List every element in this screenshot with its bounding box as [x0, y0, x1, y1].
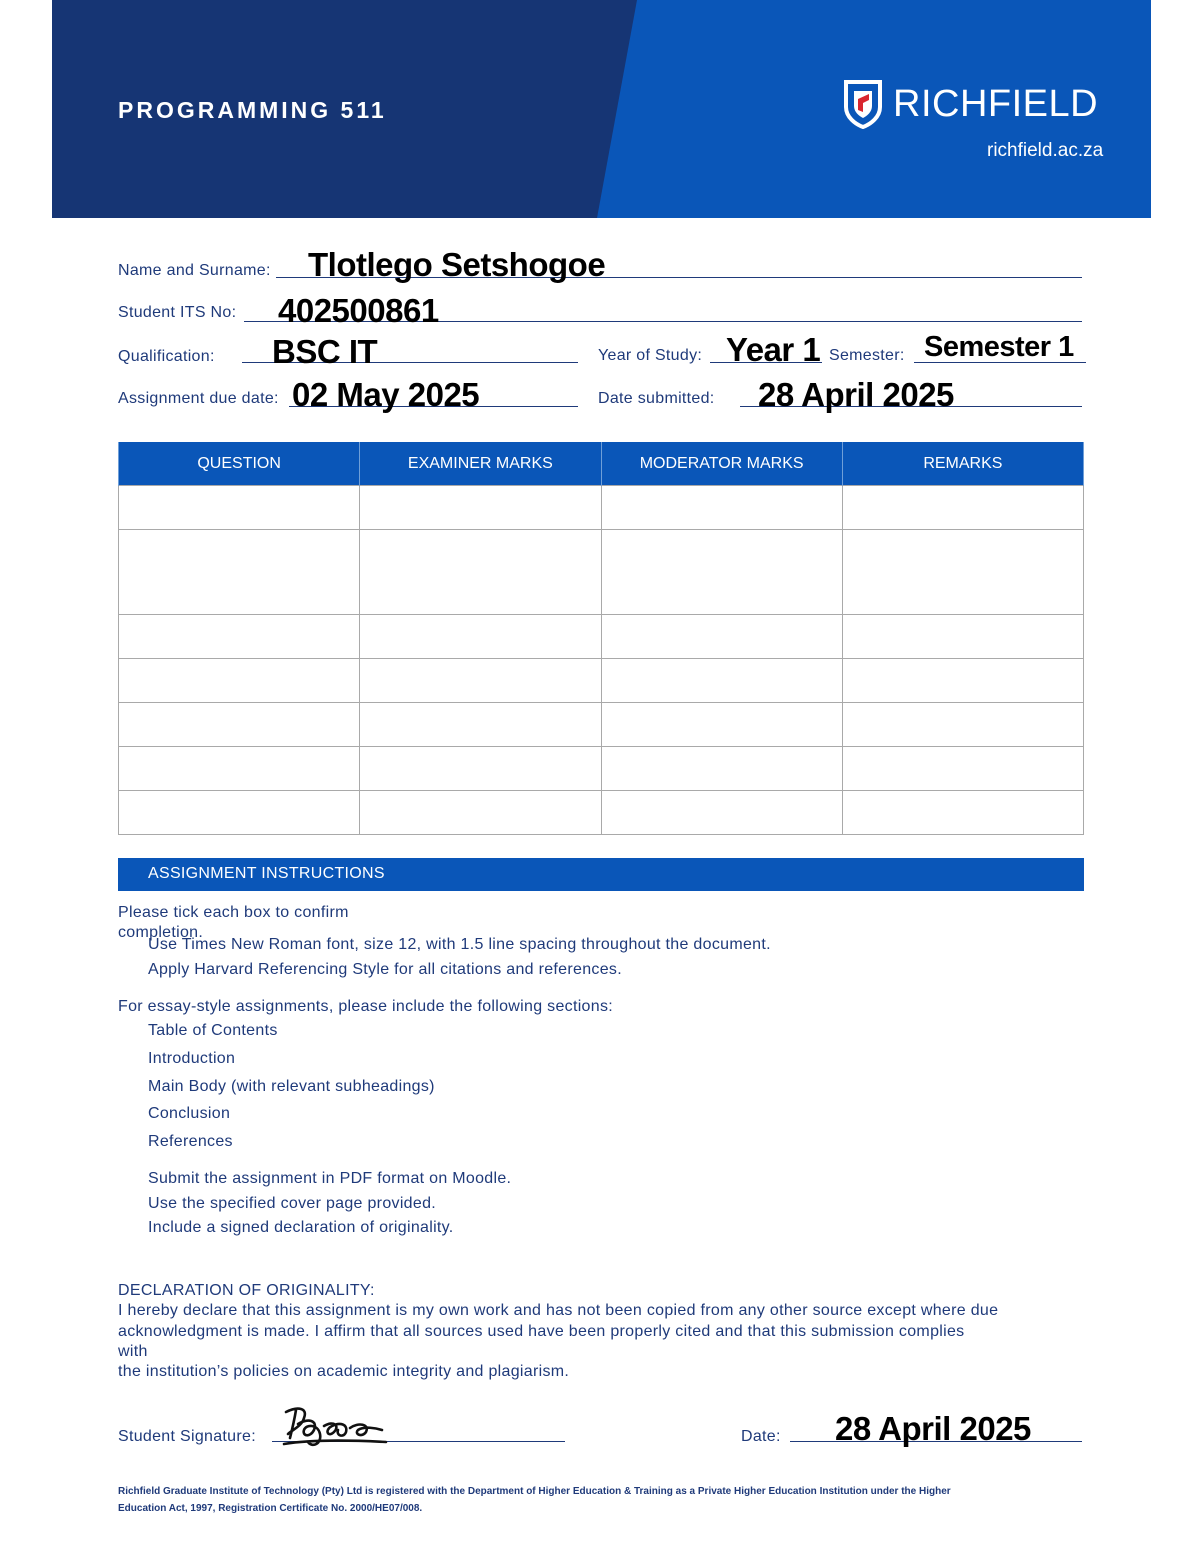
qualification-value[interactable]: BSC IT [272, 333, 378, 370]
due-date-value[interactable]: 02 May 2025 [292, 376, 480, 413]
essay-intro: For essay-style assignments, please include the following sections: [118, 998, 613, 1015]
table-cell[interactable] [119, 747, 360, 791]
due-date-label: Assignment due date: [118, 390, 279, 407]
shield-icon [843, 79, 883, 129]
table-cell[interactable] [119, 530, 360, 615]
handwritten-signature[interactable] [278, 1400, 393, 1452]
brand-url: richfield.ac.za [987, 140, 1104, 161]
table-cell[interactable] [119, 659, 360, 703]
marks-table [118, 442, 1084, 819]
header-remarks: REMARKS [842, 442, 1083, 486]
year-label: Year of Study: [598, 347, 703, 364]
table-cell[interactable] [601, 747, 842, 791]
section-item: References [148, 1133, 233, 1150]
table-cell[interactable] [601, 530, 842, 615]
section-item: Conclusion [148, 1105, 231, 1122]
instruction-item: Submit the assignment in PDF format on Moodle. [148, 1170, 512, 1187]
table-cell[interactable] [601, 791, 842, 835]
section-item: Main Body (with relevant subheadings) [148, 1078, 435, 1095]
instruction-item: Include a signed declaration of originality. [148, 1219, 454, 1236]
table-cell[interactable] [842, 747, 1083, 791]
semester-value[interactable]: Semester 1 [924, 331, 1074, 363]
table-row [119, 703, 1084, 747]
table-cell[interactable] [360, 703, 601, 747]
table-cell[interactable] [842, 530, 1083, 615]
table-row [119, 615, 1084, 659]
table-row [119, 791, 1084, 835]
date-value[interactable]: 28 April 2025 [835, 1410, 1031, 1447]
instructions-title: ASSIGNMENT INSTRUCTIONS [148, 865, 385, 882]
footer-note [118, 1483, 998, 1517]
course-title: PROGRAMMING 511 [118, 97, 387, 123]
section-item: Table of Contents [148, 1022, 278, 1039]
declaration-text: acknowledgment is made. I affirm that all sources used have been properly cited and that this submission complies [118, 1323, 965, 1340]
date-label: Date: [741, 1428, 781, 1445]
instruction-item: Apply Harvard Referencing Style for all citations and references. [148, 961, 622, 978]
table-cell[interactable] [842, 703, 1083, 747]
table-header-row [119, 442, 1084, 486]
declaration-title: DECLARATION OF ORIGINALITY: [118, 1282, 375, 1299]
its-value[interactable]: 402500861 [278, 292, 439, 329]
table-row [119, 747, 1084, 791]
brand-logo [843, 78, 1098, 130]
table-cell[interactable] [360, 615, 601, 659]
submitted-label: Date submitted: [598, 390, 715, 407]
name-label: Name and Surname: [118, 262, 271, 279]
table-row [119, 530, 1084, 615]
table-cell[interactable] [601, 703, 842, 747]
table-cell[interactable] [842, 659, 1083, 703]
table-cell[interactable] [360, 659, 601, 703]
submitted-value[interactable]: 28 April 2025 [758, 376, 954, 413]
table-row [119, 659, 1084, 703]
table-cell[interactable] [601, 659, 842, 703]
header-moderator-marks: MODERATOR MARKS [601, 442, 842, 486]
table-cell[interactable] [119, 486, 360, 530]
qualification-label: Qualification: [118, 348, 215, 365]
table-cell[interactable] [842, 791, 1083, 835]
table-row [119, 486, 1084, 530]
table-cell[interactable] [360, 747, 601, 791]
table-cell[interactable] [360, 530, 601, 615]
signature-label: Student Signature: [118, 1428, 256, 1445]
footer-line: Education Act, 1997, Registration Certificate No. 2000/HE07/008. [118, 1503, 423, 1514]
tick-note: Please tick each box to confirm completion. [118, 904, 349, 941]
semester-label: Semester: [829, 347, 905, 364]
header-question: QUESTION [119, 442, 360, 486]
header-examiner-marks: EXAMINER MARKS [360, 442, 601, 486]
year-value[interactable]: Year 1 [726, 331, 821, 368]
name-value[interactable]: Tlotlego Setshogoe [308, 246, 606, 283]
table-cell[interactable] [360, 791, 601, 835]
table-cell[interactable] [119, 791, 360, 835]
footer-line: Richfield Graduate Institute of Technology (Pty) Ltd is registered with the Department of Higher Education & Training as a Private Higher Education Institution under the Higher [118, 1486, 951, 1497]
declaration-text: I hereby declare that this assignment is my own work and has not been copied from any other source except where due [118, 1302, 999, 1319]
brand-name: RICHFIELD [893, 82, 1099, 125]
table-cell[interactable] [360, 486, 601, 530]
instruction-item: Use the specified cover page provided. [148, 1195, 437, 1212]
its-label: Student ITS No: [118, 304, 237, 321]
declaration-text: with [118, 1343, 148, 1360]
table-cell[interactable] [601, 615, 842, 659]
section-item: Introduction [148, 1050, 236, 1067]
declaration-text: the institution’s policies on academic integrity and plagiarism. [118, 1363, 570, 1380]
instruction-item: Use Times New Roman font, size 12, with 1.5 line spacing throughout the document. [148, 936, 771, 953]
table-cell[interactable] [842, 615, 1083, 659]
table-cell[interactable] [842, 486, 1083, 530]
table-cell[interactable] [119, 615, 360, 659]
table-cell[interactable] [601, 486, 842, 530]
table-cell[interactable] [119, 703, 360, 747]
